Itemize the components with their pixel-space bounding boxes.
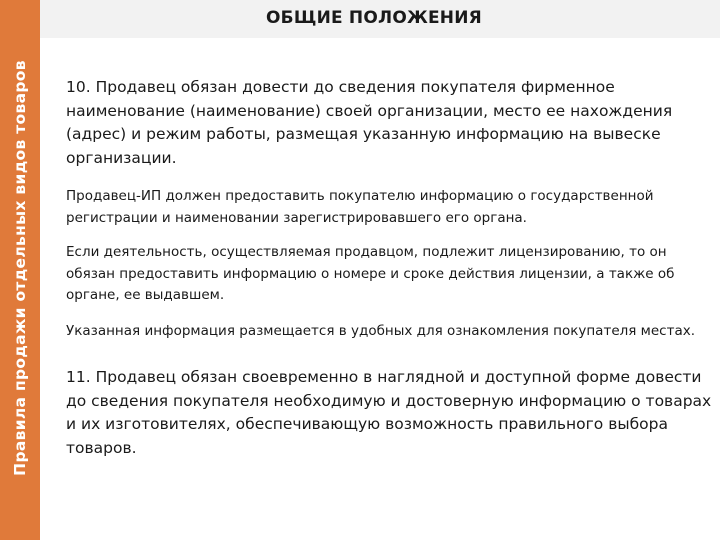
sidebar-vertical-title: Правила продажи отдельных видов товаров bbox=[11, 60, 29, 476]
paragraph-10: 10. Продавец обязан довести до сведения покупателя фирменное наименование (наименование) своей организации, место ее нахождения (адрес) и режим работы, размещая указанную информацию на вывеске организации. bbox=[66, 78, 673, 167]
paragraph-licensing: Если деятельность, осуществляемая продавцом, подлежит лицензированию, то он обязан предоставить информацию о номере и сроке действия лицензии, а также об органе, ее выдавшем. bbox=[66, 244, 675, 303]
sidebar-banner bbox=[0, 0, 40, 540]
paragraph-info-placement: Указанная информация размещается в удобных для ознакомления покупателя местах. bbox=[66, 322, 695, 339]
page-title: ОБЩИЕ ПОЛОЖЕНИЯ bbox=[266, 8, 482, 28]
paragraph-ip-registration: Продавец-ИП должен предоставить покупателю информацию о государственной регистрации и наименовании зарегистрировавшего его органа. bbox=[66, 188, 654, 226]
paragraph-11: 11. Продавец обязан своевременно в наглядной и доступной форме довести до сведения покупателя необходимую и достоверную информацию о товарах и их изготовителях, обеспечивающую возможность правильного выбора товаров. bbox=[66, 368, 712, 457]
content-area bbox=[66, 76, 714, 460]
